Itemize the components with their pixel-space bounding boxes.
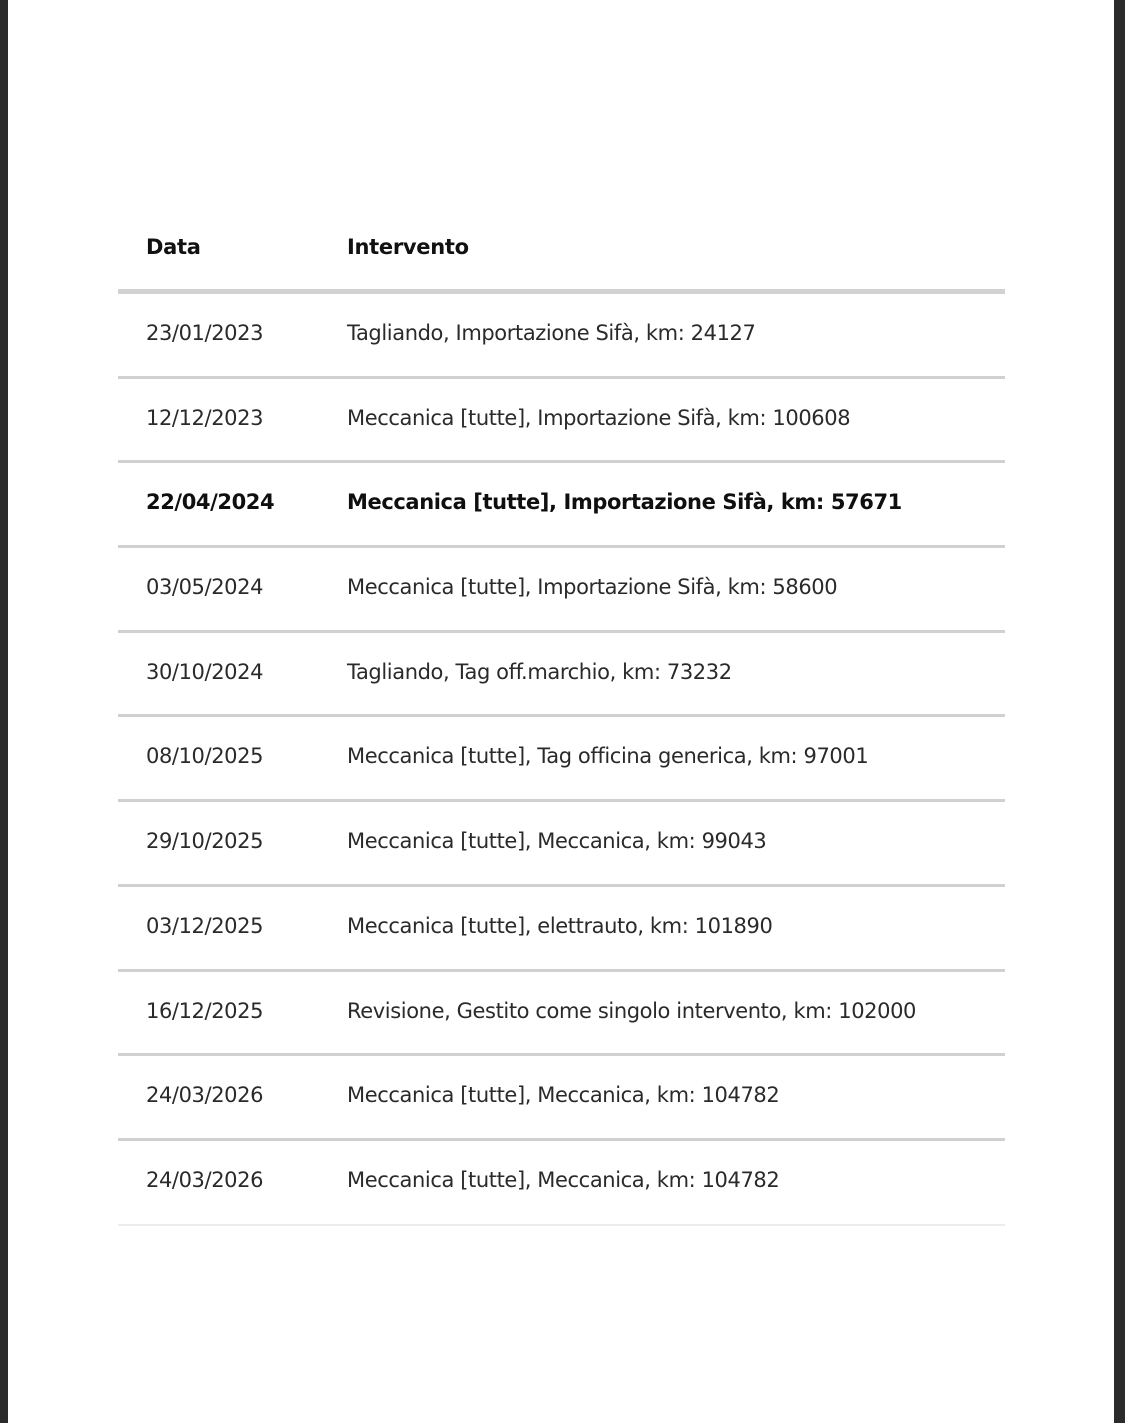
table-row	[118, 294, 1005, 379]
row-date: 23/01/2023	[146, 321, 264, 345]
row-intervention: Meccanica [tutte], Importazione Sifà, km: 58600	[347, 575, 838, 600]
table-row	[118, 548, 1005, 633]
row-intervention: Meccanica [tutte], Tag officina generica, km: 97001	[347, 744, 869, 769]
row-intervention: Meccanica [tutte], Meccanica, km: 104782	[347, 1083, 780, 1108]
table-row	[118, 887, 1005, 972]
row-intervention: Meccanica [tutte], Importazione Sifà, km: 57671	[347, 490, 902, 515]
row-date: 30/10/2024	[146, 659, 264, 684]
table-row	[118, 463, 1005, 548]
row-date: 12/12/2023	[146, 405, 264, 430]
row-intervention: Meccanica [tutte], Meccanica, km: 99043	[347, 829, 767, 854]
table-row	[118, 972, 1005, 1057]
table-header	[118, 204, 1005, 294]
table-row	[118, 1141, 1005, 1226]
row-date: 03/05/2024	[146, 575, 264, 600]
header-intervention: Intervento	[347, 235, 469, 259]
table-row	[118, 717, 1005, 802]
row-intervention: Tagliando, Importazione Sifà, km: 24127	[347, 321, 756, 345]
table-row	[118, 1056, 1005, 1141]
row-date: 03/12/2025	[146, 913, 264, 938]
row-date: 29/10/2025	[146, 829, 264, 854]
row-date: 22/04/2024	[146, 490, 275, 515]
table-row	[118, 379, 1005, 464]
header-date: Data	[146, 235, 201, 259]
table-row	[118, 633, 1005, 718]
table-row	[118, 802, 1005, 887]
row-intervention: Tagliando, Tag off.marchio, km: 73232	[347, 659, 732, 684]
row-intervention: Meccanica [tutte], elettrauto, km: 101890	[347, 913, 773, 938]
row-date: 24/03/2026	[146, 1167, 264, 1192]
row-date: 08/10/2025	[146, 744, 264, 769]
row-intervention: Meccanica [tutte], Meccanica, km: 104782	[347, 1167, 780, 1192]
row-date: 16/12/2025	[146, 998, 264, 1023]
row-intervention: Revisione, Gestito come singolo intervento, km: 102000	[347, 998, 917, 1023]
row-intervention: Meccanica [tutte], Importazione Sifà, km: 100608	[347, 405, 851, 430]
document-page	[8, 0, 1114, 1423]
interventions-table	[118, 204, 1005, 1226]
row-date: 24/03/2026	[146, 1083, 264, 1108]
